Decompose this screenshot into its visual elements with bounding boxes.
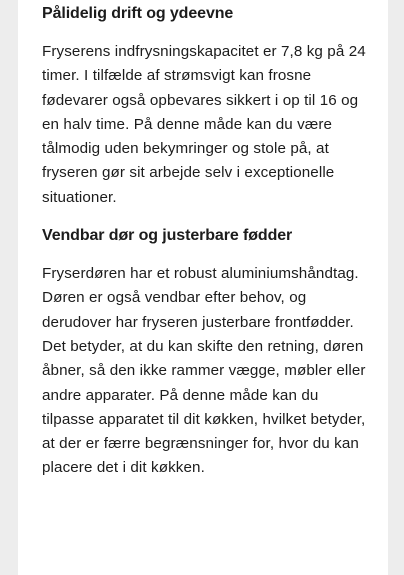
section-body-reversible-door: Fryserdøren har et robust aluminiumshåndtag. Døren er også vendbar efter behov, og derudover har fryseren justerbare frontfødder. Det betyder, at du kan skifte den retning, døren åbner, så den ikke rammer vægge, møbler eller andre apparater. På denne måde kan du tilpasse apparatet til dit køkken, hvilket betyder, at der er færre begrænsninger for, hvor du kan placere det i dit køkken. [42,265,366,477]
section-body-reliable-operation: Fryserens indfrysningskapacitet er 7,8 kg på 24 timer. I tilfælde af strømsvigt kan frosne fødevarer også opbevares sikkert i op til 16 og en halv time. På denne måde kan du være tålmodig uden bekymringer og stole på, at fryseren gør sit arbejde selv i exceptionelle situationer. [42,43,366,206]
product-description-card [18,0,388,575]
section-title-reliable-operation: Pålidelig drift og ydeevne [42,5,234,22]
section-title-reversible-door: Vendbar dør og justerbare fødder [42,227,293,245]
